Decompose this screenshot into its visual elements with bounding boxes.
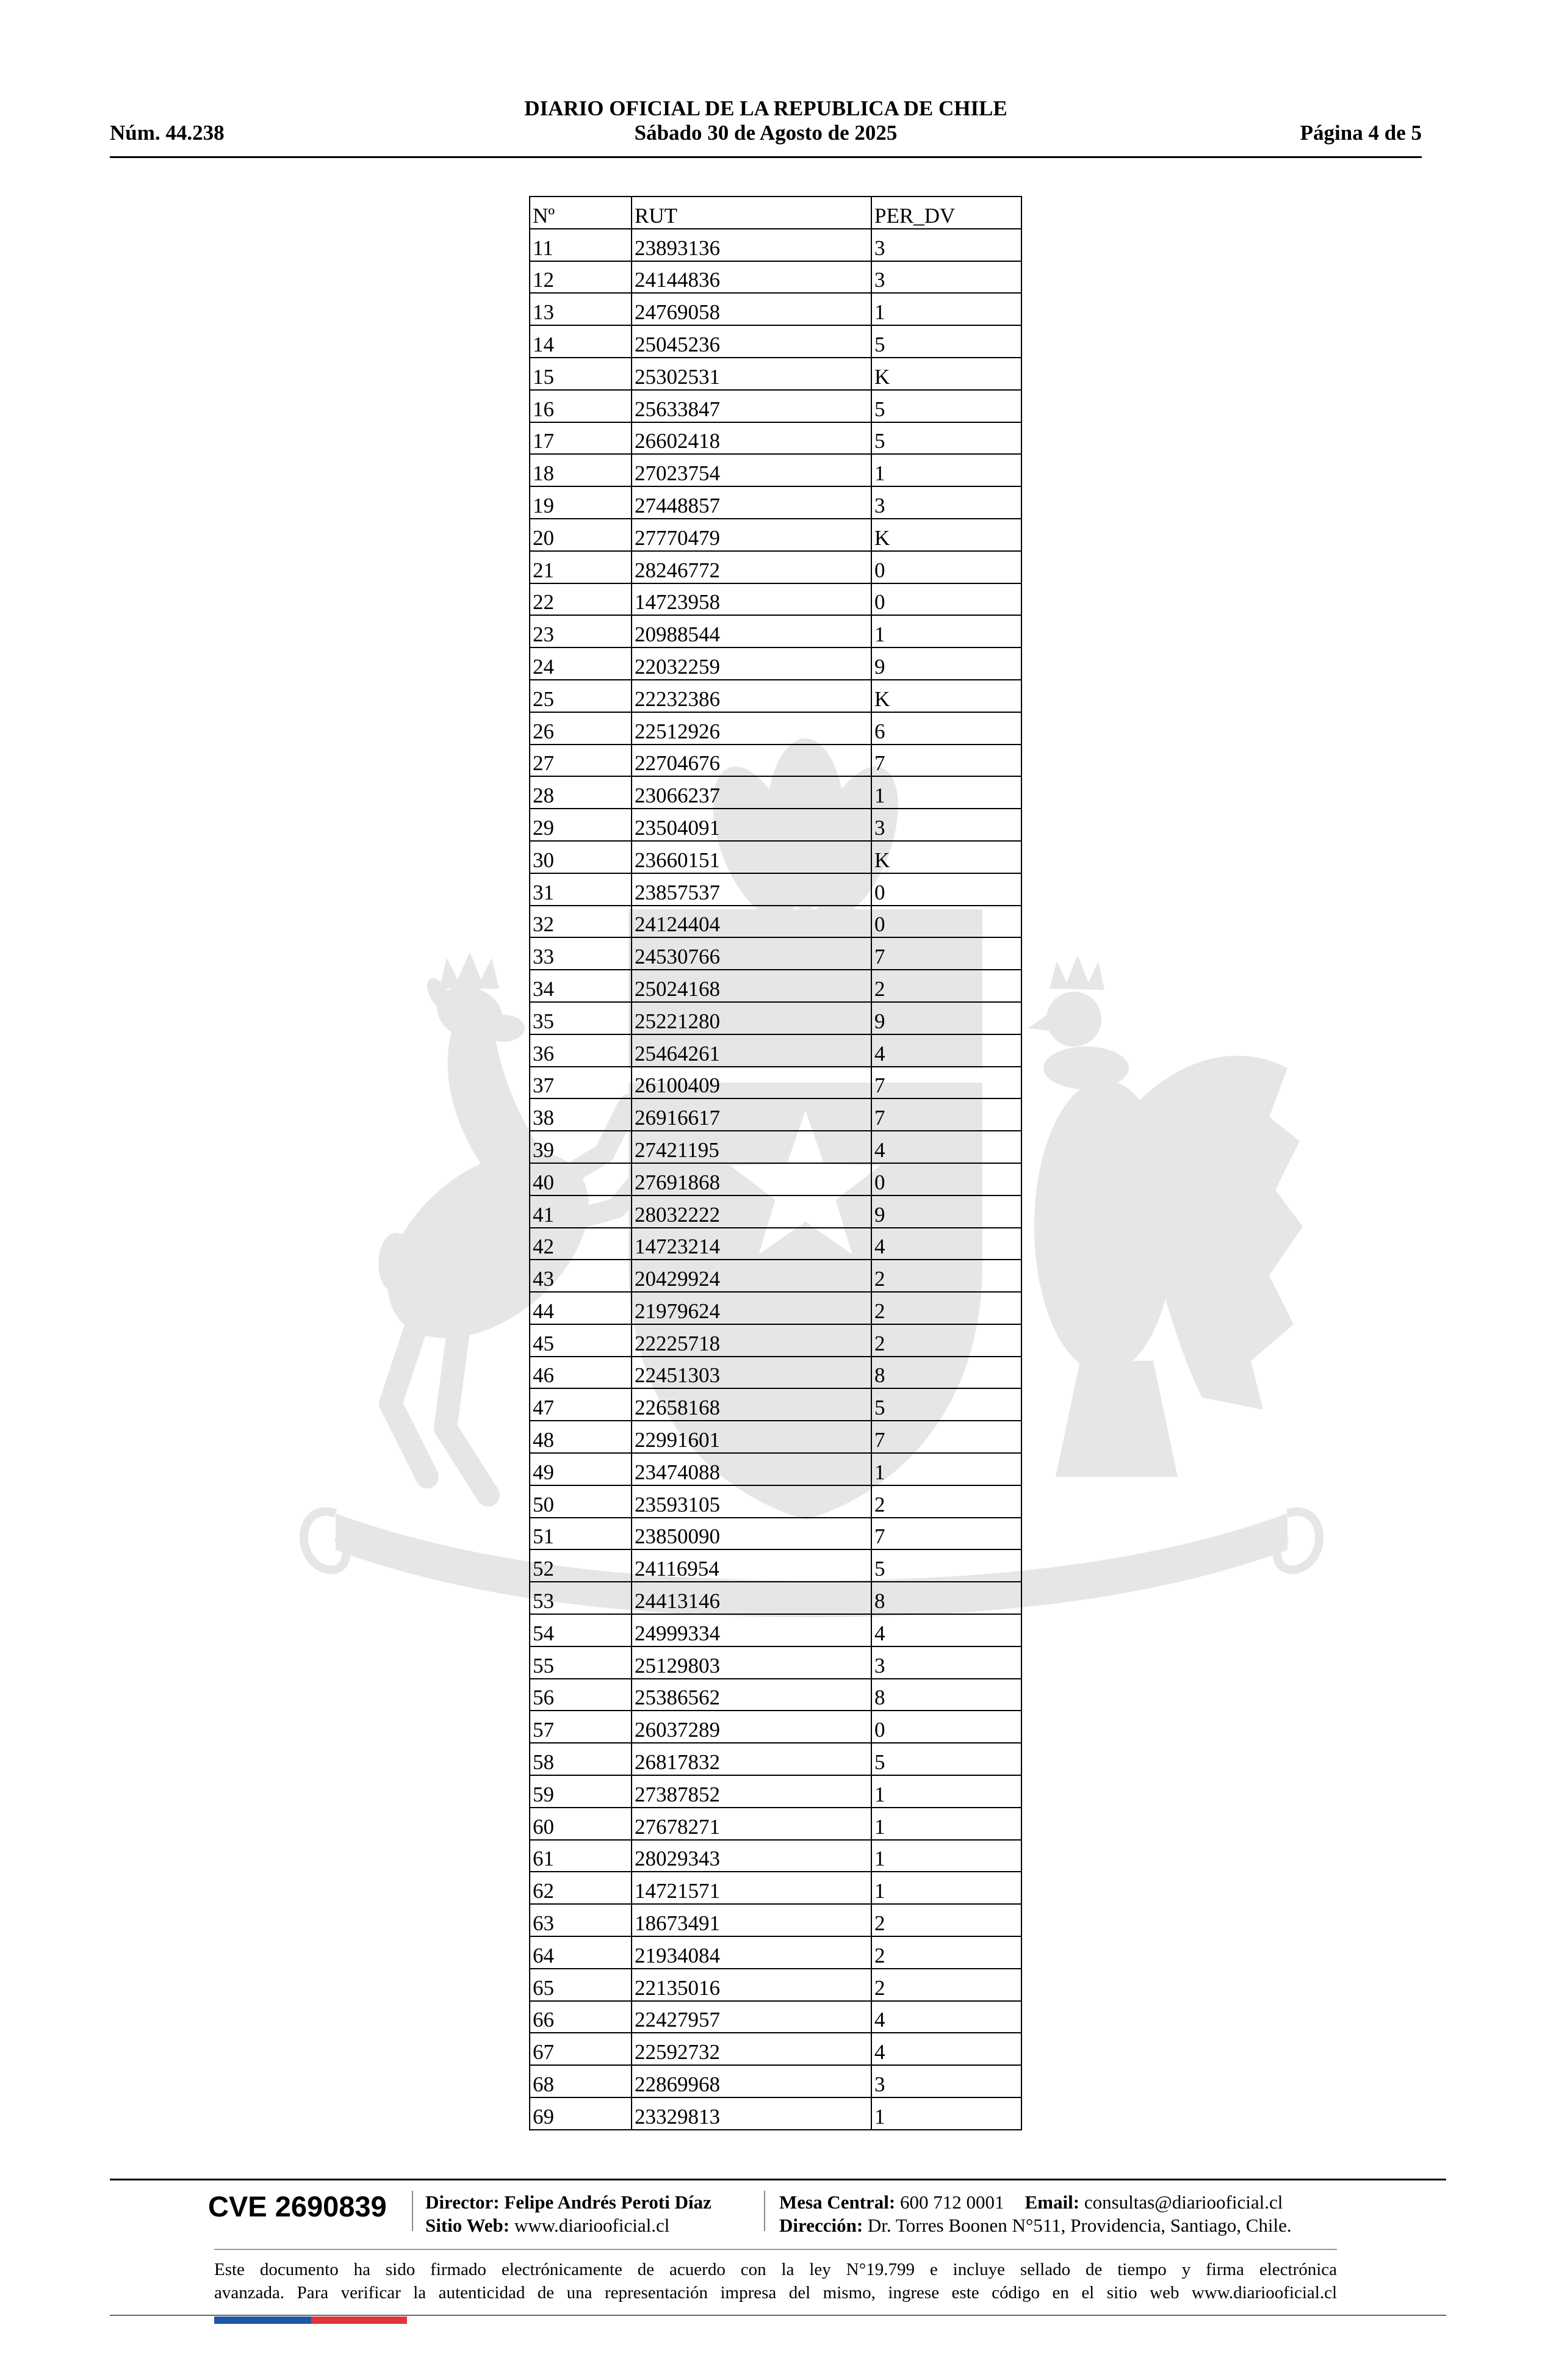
row-number-cell: 54 — [530, 1614, 632, 1646]
row-number-cell: 61 — [530, 1840, 632, 1872]
director-name: Felipe Andrés Peroti Díaz — [504, 2191, 711, 2213]
check-digit-cell: 5 — [871, 422, 1021, 455]
check-digit-cell: 9 — [871, 1195, 1021, 1228]
rut-cell: 24116954 — [632, 1549, 871, 1582]
rut-cell: 14723214 — [632, 1228, 871, 1260]
rut-cell: 28032222 — [632, 1195, 871, 1228]
rut-cell: 24769058 — [632, 293, 871, 325]
check-digit-cell: 3 — [871, 261, 1021, 294]
row-number-cell: 36 — [530, 1034, 632, 1067]
check-digit-cell: 2 — [871, 1936, 1021, 1969]
director-line — [425, 2191, 711, 2214]
check-digit-cell: K — [871, 519, 1021, 551]
table-row — [530, 1034, 1021, 1067]
rut-cell: 25045236 — [632, 325, 871, 358]
website-line — [425, 2214, 711, 2237]
rut-cell: 25386562 — [632, 1679, 871, 1711]
table-row — [530, 1904, 1021, 1936]
table-row — [530, 551, 1021, 583]
table-row — [530, 358, 1021, 390]
check-digit-cell: 7 — [871, 1067, 1021, 1099]
row-number-cell: 50 — [530, 1485, 632, 1518]
row-number-cell: 21 — [530, 551, 632, 583]
footer-rule-top — [110, 2179, 1446, 2180]
row-number-cell: 16 — [530, 390, 632, 422]
check-digit-cell: 1 — [871, 454, 1021, 486]
table-row — [530, 745, 1021, 777]
check-digit-cell: 1 — [871, 1872, 1021, 1904]
check-digit-cell: 5 — [871, 1388, 1021, 1421]
check-digit-cell: 7 — [871, 1098, 1021, 1131]
header-rule — [110, 156, 1422, 158]
rut-cell: 27770479 — [632, 519, 871, 551]
check-digit-cell: K — [871, 680, 1021, 712]
table-row — [530, 1936, 1021, 1969]
table-row — [530, 229, 1021, 261]
director-block — [425, 2191, 711, 2237]
check-digit-cell: 8 — [871, 1582, 1021, 1614]
row-number-cell: 37 — [530, 1067, 632, 1099]
rut-cell: 25024168 — [632, 970, 871, 1002]
check-digit-cell: 3 — [871, 486, 1021, 519]
rut-cell: 25221280 — [632, 1002, 871, 1034]
row-number-cell: 41 — [530, 1195, 632, 1228]
row-number-cell: 47 — [530, 1388, 632, 1421]
row-number-cell: 69 — [530, 2097, 632, 2130]
rut-cell: 23857537 — [632, 873, 871, 906]
table-row — [530, 454, 1021, 486]
cve-code: CVE 2690839 — [208, 2190, 387, 2223]
check-digit-cell: 2 — [871, 1292, 1021, 1324]
table-row — [530, 325, 1021, 358]
column-header-number: Nº — [530, 197, 632, 229]
row-number-cell: 65 — [530, 1969, 632, 2001]
check-digit-cell: K — [871, 358, 1021, 390]
row-number-cell: 56 — [530, 1679, 632, 1711]
address-line — [779, 2214, 1292, 2237]
phone-email-line — [779, 2191, 1292, 2214]
rut-table — [529, 196, 1022, 2130]
check-digit-cell: 3 — [871, 809, 1021, 841]
rut-cell: 21979624 — [632, 1292, 871, 1324]
row-number-cell: 53 — [530, 1582, 632, 1614]
table-row — [530, 937, 1021, 970]
table-header-row — [530, 197, 1021, 229]
rut-cell: 28246772 — [632, 551, 871, 583]
row-number-cell: 22 — [530, 583, 632, 616]
table-row — [530, 1614, 1021, 1646]
rut-cell: 22592732 — [632, 2033, 871, 2065]
check-digit-cell: 5 — [871, 390, 1021, 422]
check-digit-cell: 4 — [871, 2001, 1021, 2033]
email-label: Email: — [1025, 2191, 1080, 2213]
check-digit-cell: 8 — [871, 1357, 1021, 1389]
disclaimer-line: avanzada. Para verificar la autenticidad de una representación impresa del mismo, ingrese este código en el sitio web www.diariooficial.cl — [214, 2283, 1337, 2302]
rut-cell: 24124404 — [632, 906, 871, 938]
table-row — [530, 1711, 1021, 1743]
check-digit-cell: 0 — [871, 906, 1021, 938]
rut-cell: 22512926 — [632, 712, 871, 745]
row-number-cell: 18 — [530, 454, 632, 486]
email-address: consultas@diariooficial.cl — [1084, 2191, 1283, 2213]
footer-rule-bottom — [110, 2315, 1446, 2316]
row-number-cell: 46 — [530, 1357, 632, 1389]
check-digit-cell: 0 — [871, 583, 1021, 616]
rut-cell: 23066237 — [632, 776, 871, 809]
rut-cell: 26100409 — [632, 1067, 871, 1099]
check-digit-cell: 4 — [871, 1034, 1021, 1067]
check-digit-cell: 5 — [871, 1743, 1021, 1775]
table-row — [530, 1549, 1021, 1582]
rut-cell: 25464261 — [632, 1034, 871, 1067]
table-row — [530, 2001, 1021, 2033]
table-row — [530, 1260, 1021, 1292]
check-digit-cell: 1 — [871, 293, 1021, 325]
row-number-cell: 12 — [530, 261, 632, 294]
table-row — [530, 583, 1021, 616]
table-row — [530, 1292, 1021, 1324]
contact-block — [779, 2191, 1292, 2237]
rut-cell: 22704676 — [632, 745, 871, 777]
table-row — [530, 1195, 1021, 1228]
rut-cell: 20429924 — [632, 1260, 871, 1292]
row-number-cell: 67 — [530, 2033, 632, 2065]
row-number-cell: 24 — [530, 647, 632, 680]
row-number-cell: 55 — [530, 1646, 632, 1679]
table-row — [530, 1969, 1021, 2001]
table-row — [530, 1421, 1021, 1453]
check-digit-cell: 4 — [871, 1228, 1021, 1260]
row-number-cell: 49 — [530, 1453, 632, 1485]
rut-cell: 23504091 — [632, 809, 871, 841]
row-number-cell: 43 — [530, 1260, 632, 1292]
table-row — [530, 519, 1021, 551]
check-digit-cell: 0 — [871, 1711, 1021, 1743]
check-digit-cell: 0 — [871, 873, 1021, 906]
rut-cell: 27691868 — [632, 1163, 871, 1195]
rut-cell: 23660151 — [632, 841, 871, 873]
flag-stripe-blue — [214, 2317, 311, 2324]
row-number-cell: 48 — [530, 1421, 632, 1453]
row-number-cell: 29 — [530, 809, 632, 841]
rut-table-body — [530, 229, 1021, 2130]
signature-disclaimer — [214, 2258, 1337, 2304]
website-url: www.diariooficial.cl — [514, 2215, 670, 2236]
row-number-cell: 34 — [530, 970, 632, 1002]
rut-cell: 22427957 — [632, 2001, 871, 2033]
table-row — [530, 809, 1021, 841]
rut-cell: 22225718 — [632, 1324, 871, 1357]
footer-divider — [412, 2191, 413, 2231]
table-row — [530, 2097, 1021, 2130]
row-number-cell: 64 — [530, 1936, 632, 1969]
table-row — [530, 680, 1021, 712]
row-number-cell: 28 — [530, 776, 632, 809]
rut-cell: 27678271 — [632, 1808, 871, 1840]
table-row — [530, 1357, 1021, 1389]
rut-cell: 22232386 — [632, 680, 871, 712]
flag-stripe-red — [311, 2317, 407, 2324]
check-digit-cell: 9 — [871, 1002, 1021, 1034]
rut-cell: 14723958 — [632, 583, 871, 616]
row-number-cell: 25 — [530, 680, 632, 712]
table-row — [530, 1646, 1021, 1679]
check-digit-cell: 4 — [871, 2033, 1021, 2065]
rut-cell: 23474088 — [632, 1453, 871, 1485]
table-row — [530, 1228, 1021, 1260]
table-row — [530, 1808, 1021, 1840]
table-row — [530, 422, 1021, 455]
page-header — [110, 92, 1422, 159]
publication-title: DIARIO OFICIAL DE LA REPUBLICA DE CHILE — [524, 96, 1007, 120]
row-number-cell: 59 — [530, 1775, 632, 1808]
rut-cell: 27023754 — [632, 454, 871, 486]
rut-cell: 27448857 — [632, 486, 871, 519]
row-number-cell: 11 — [530, 229, 632, 261]
table-row — [530, 647, 1021, 680]
rut-cell: 23593105 — [632, 1485, 871, 1518]
table-row — [530, 1775, 1021, 1808]
check-digit-cell: 5 — [871, 325, 1021, 358]
address-value: Dr. Torres Boonen N°511, Providencia, Santiago, Chile. — [867, 2215, 1292, 2236]
rut-cell: 18673491 — [632, 1904, 871, 1936]
rut-cell: 24530766 — [632, 937, 871, 970]
row-number-cell: 63 — [530, 1904, 632, 1936]
rut-cell: 26817832 — [632, 1743, 871, 1775]
row-number-cell: 44 — [530, 1292, 632, 1324]
check-digit-cell: 0 — [871, 551, 1021, 583]
check-digit-cell: 1 — [871, 615, 1021, 647]
row-number-cell: 68 — [530, 2065, 632, 2097]
check-digit-cell: 8 — [871, 1679, 1021, 1711]
check-digit-cell: 2 — [871, 1260, 1021, 1292]
table-row — [530, 486, 1021, 519]
table-row — [530, 1485, 1021, 1518]
rut-cell: 25129803 — [632, 1646, 871, 1679]
rut-cell: 26916617 — [632, 1098, 871, 1131]
rut-cell: 24413146 — [632, 1582, 871, 1614]
row-number-cell: 39 — [530, 1131, 632, 1163]
rut-cell: 24144836 — [632, 261, 871, 294]
check-digit-cell: 1 — [871, 1453, 1021, 1485]
table-row — [530, 1131, 1021, 1163]
row-number-cell: 45 — [530, 1324, 632, 1357]
row-number-cell: 51 — [530, 1518, 632, 1550]
row-number-cell: 15 — [530, 358, 632, 390]
table-row — [530, 1582, 1021, 1614]
issue-number: Núm. 44.238 — [110, 121, 225, 145]
website-label: Sitio Web: — [425, 2215, 510, 2236]
row-number-cell: 27 — [530, 745, 632, 777]
rut-cell: 22451303 — [632, 1357, 871, 1389]
check-digit-cell: 3 — [871, 2065, 1021, 2097]
check-digit-cell: 3 — [871, 1646, 1021, 1679]
row-number-cell: 60 — [530, 1808, 632, 1840]
table-row — [530, 1098, 1021, 1131]
table-row — [530, 1324, 1021, 1357]
disclaimer-line: Este documento ha sido firmado electrónicamente de acuerdo con la ley N°19.799 e incluye sellado de tiempo y firma electrónica — [214, 2260, 1337, 2279]
check-digit-cell: K — [871, 841, 1021, 873]
row-number-cell: 17 — [530, 422, 632, 455]
table-row — [530, 293, 1021, 325]
table-row — [530, 970, 1021, 1002]
row-number-cell: 35 — [530, 1002, 632, 1034]
column-header-check-digit: PER_DV — [871, 197, 1021, 229]
check-digit-cell: 4 — [871, 1614, 1021, 1646]
table-row — [530, 1002, 1021, 1034]
check-digit-cell: 7 — [871, 1421, 1021, 1453]
table-row — [530, 873, 1021, 906]
rut-cell: 20988544 — [632, 615, 871, 647]
rut-table-head — [530, 197, 1021, 229]
check-digit-cell: 2 — [871, 1324, 1021, 1357]
row-number-cell: 13 — [530, 293, 632, 325]
row-number-cell: 52 — [530, 1549, 632, 1582]
check-digit-cell: 2 — [871, 1904, 1021, 1936]
phone-label: Mesa Central: — [779, 2191, 896, 2213]
table-row — [530, 1163, 1021, 1195]
table-row — [530, 1840, 1021, 1872]
row-number-cell: 58 — [530, 1743, 632, 1775]
rut-cell: 23893136 — [632, 229, 871, 261]
table-row — [530, 906, 1021, 938]
row-number-cell: 40 — [530, 1163, 632, 1195]
row-number-cell: 66 — [530, 2001, 632, 2033]
row-number-cell: 38 — [530, 1098, 632, 1131]
table-row — [530, 2065, 1021, 2097]
address-label: Dirección: — [779, 2215, 863, 2236]
row-number-cell: 23 — [530, 615, 632, 647]
table-row — [530, 1743, 1021, 1775]
condor-figure — [1028, 955, 1303, 1477]
table-row — [530, 1872, 1021, 1904]
rut-cell: 22032259 — [632, 647, 871, 680]
table-row — [530, 1388, 1021, 1421]
rut-cell: 22869968 — [632, 2065, 871, 2097]
rut-cell: 28029343 — [632, 1840, 871, 1872]
rut-cell: 22991601 — [632, 1421, 871, 1453]
rut-cell: 26602418 — [632, 422, 871, 455]
rut-cell: 22135016 — [632, 1969, 871, 2001]
column-header-rut: RUT — [632, 197, 871, 229]
row-number-cell: 32 — [530, 906, 632, 938]
check-digit-cell: 0 — [871, 1163, 1021, 1195]
rut-cell: 22658168 — [632, 1388, 871, 1421]
table-row — [530, 2033, 1021, 2065]
row-number-cell: 62 — [530, 1872, 632, 1904]
row-number-cell: 30 — [530, 841, 632, 873]
rut-cell: 25302531 — [632, 358, 871, 390]
rut-cell: 23850090 — [632, 1518, 871, 1550]
check-digit-cell: 7 — [871, 937, 1021, 970]
row-number-cell: 19 — [530, 486, 632, 519]
check-digit-cell: 5 — [871, 1549, 1021, 1582]
director-label: Director: — [425, 2191, 500, 2213]
page-number: Página 4 de 5 — [1300, 121, 1422, 145]
disclaimer-rule — [214, 2249, 1337, 2250]
row-number-cell: 33 — [530, 937, 632, 970]
check-digit-cell: 1 — [871, 776, 1021, 809]
phone-number: 600 712 0001 — [900, 2191, 1004, 2213]
rut-cell: 21934084 — [632, 1936, 871, 1969]
check-digit-cell: 3 — [871, 229, 1021, 261]
check-digit-cell: 7 — [871, 1518, 1021, 1550]
rut-cell: 24999334 — [632, 1614, 871, 1646]
table-row — [530, 261, 1021, 294]
check-digit-cell: 6 — [871, 712, 1021, 745]
row-number-cell: 57 — [530, 1711, 632, 1743]
rut-cell: 23329813 — [632, 2097, 871, 2130]
table-row — [530, 841, 1021, 873]
check-digit-cell: 2 — [871, 1485, 1021, 1518]
table-row — [530, 712, 1021, 745]
check-digit-cell: 7 — [871, 745, 1021, 777]
rut-cell: 27421195 — [632, 1131, 871, 1163]
check-digit-cell: 4 — [871, 1131, 1021, 1163]
check-digit-cell: 1 — [871, 2097, 1021, 2130]
rut-cell: 27387852 — [632, 1775, 871, 1808]
check-digit-cell: 1 — [871, 1775, 1021, 1808]
row-number-cell: 14 — [530, 325, 632, 358]
rut-cell: 25633847 — [632, 390, 871, 422]
row-number-cell: 20 — [530, 519, 632, 551]
row-number-cell: 42 — [530, 1228, 632, 1260]
table-row — [530, 615, 1021, 647]
table-row — [530, 1453, 1021, 1485]
footer-divider — [764, 2191, 765, 2231]
table-row — [530, 1518, 1021, 1550]
check-digit-cell: 1 — [871, 1840, 1021, 1872]
row-number-cell: 26 — [530, 712, 632, 745]
table-row — [530, 1679, 1021, 1711]
check-digit-cell: 2 — [871, 970, 1021, 1002]
table-row — [530, 776, 1021, 809]
check-digit-cell: 2 — [871, 1969, 1021, 2001]
rut-cell: 26037289 — [632, 1711, 871, 1743]
check-digit-cell: 1 — [871, 1808, 1021, 1840]
rut-cell: 14721571 — [632, 1872, 871, 1904]
row-number-cell: 31 — [530, 873, 632, 906]
table-row — [530, 1067, 1021, 1099]
publication-date: Sábado 30 de Agosto de 2025 — [634, 121, 898, 145]
check-digit-cell: 9 — [871, 647, 1021, 680]
table-row — [530, 390, 1021, 422]
